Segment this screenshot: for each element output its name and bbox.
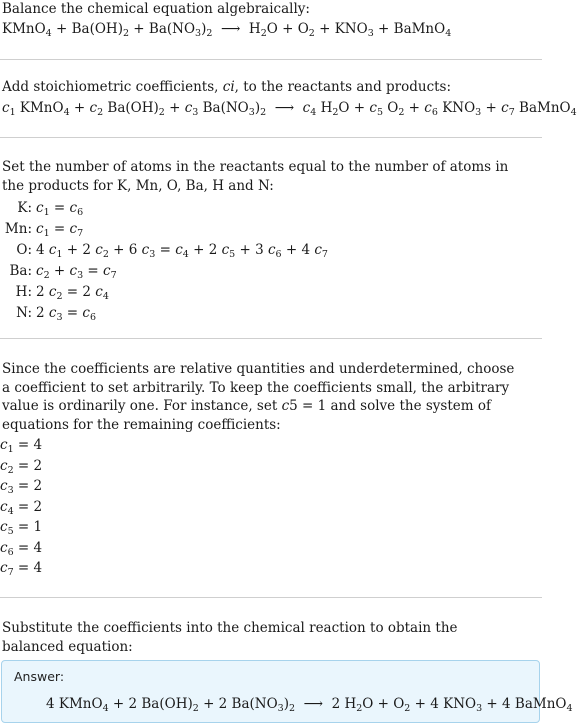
step1-intro: Balance the chemical equation algebraically: xyxy=(2,1,310,17)
atom-equation: $c_1 = c_6$ xyxy=(36,200,84,218)
coefficient-value: $c_3 = 2$ xyxy=(0,478,43,496)
atom-equation-row xyxy=(2,241,328,261)
element-label: O: xyxy=(16,242,32,258)
step4-intro: Since the coefficients are relative quantities and underdetermined, choose a coefficient to set arbitrarily. To keep the coefficients small, the arbitrary value is ordinarily one. For instance, set c5 = 1 and solve the system of equations for the remaining coefficients: xyxy=(2,361,515,433)
coefficient-value: $c_1 = 4$ xyxy=(0,437,43,455)
atom-equation: 2 $c_3 = c_6$ xyxy=(36,305,97,323)
atom-equation-row xyxy=(2,304,96,324)
element-label: Mn: xyxy=(4,221,32,237)
element-label: H: xyxy=(15,284,32,300)
divider xyxy=(0,597,542,598)
step2-intro: Add stoichiometric coefficients, ci, to the reactants and products: xyxy=(2,79,452,95)
atom-equation-row xyxy=(2,283,109,303)
atom-equation: 4 $c_1 + 2$ $c_2 + 6$ $c_3 = c_4 + 2$ $c_5 + 3$ $c_6 + 4$ $c_7$ xyxy=(36,242,328,260)
element-label: K: xyxy=(17,200,32,216)
coefficient-value: $c_4 = 2$ xyxy=(0,498,43,517)
divider xyxy=(0,59,542,60)
balanced-equation: 4 KMnO$_4$ + 2 $Ba(OH)_2 + 2$ $Ba(NO_3)_2$ ⟶ 2 $H_2O + O_2 + 4$ $KNO_3 + 4$ BaMnO$_4$ xyxy=(46,696,573,714)
element-label: Ba: xyxy=(9,263,32,279)
coefficient-value: $c_5 = 1$ xyxy=(0,519,43,537)
answer-label: Answer: xyxy=(14,669,65,684)
atom-equation: $c_1 = c_7$ xyxy=(36,221,84,239)
coefficient-value: $c_7 = 4$ xyxy=(0,560,43,578)
unbalanced-reaction: KMnO$_4$ + $Ba(OH)_2 + Ba(NO_3)_2$ ⟶ $H_2O + O_2 + KNO_3$ + BaMnO$_4$ xyxy=(2,21,452,39)
coefficient-reaction: $c_1$ KMnO$_4$ + $c_2$ $Ba(OH)_2 + c_3$ $Ba(NO_3)_2$ ⟶ $c_4$ $H_2O + c_5$ $O_2 + c_6$ $KNO_3 + c_7$ BaMnO$_4$ xyxy=(2,100,577,118)
atom-equation-row xyxy=(2,220,83,240)
divider xyxy=(0,137,542,138)
answer-box xyxy=(1,660,573,723)
coefficient-value: $c_6 = 4$ xyxy=(0,539,43,558)
atom-equation: 2 $c_2 = 2$ $c_4$ xyxy=(36,284,109,302)
element-label: N: xyxy=(16,305,32,321)
step3-intro: Set the number of atoms in the reactants equal to the number of atoms in the products for K, Mn, O, Ba, H and N: xyxy=(2,159,509,194)
coefficient-value: $c_2 = 2$ xyxy=(0,457,43,476)
divider xyxy=(0,338,542,339)
atom-equation-row xyxy=(2,199,83,219)
atom-equation-row xyxy=(2,262,117,282)
step5-intro: Substitute the coefficients into the chemical reaction to obtain the balanced equation: xyxy=(2,620,458,655)
atom-equation: $c_2 + c_3 = c_7$ xyxy=(36,263,117,281)
